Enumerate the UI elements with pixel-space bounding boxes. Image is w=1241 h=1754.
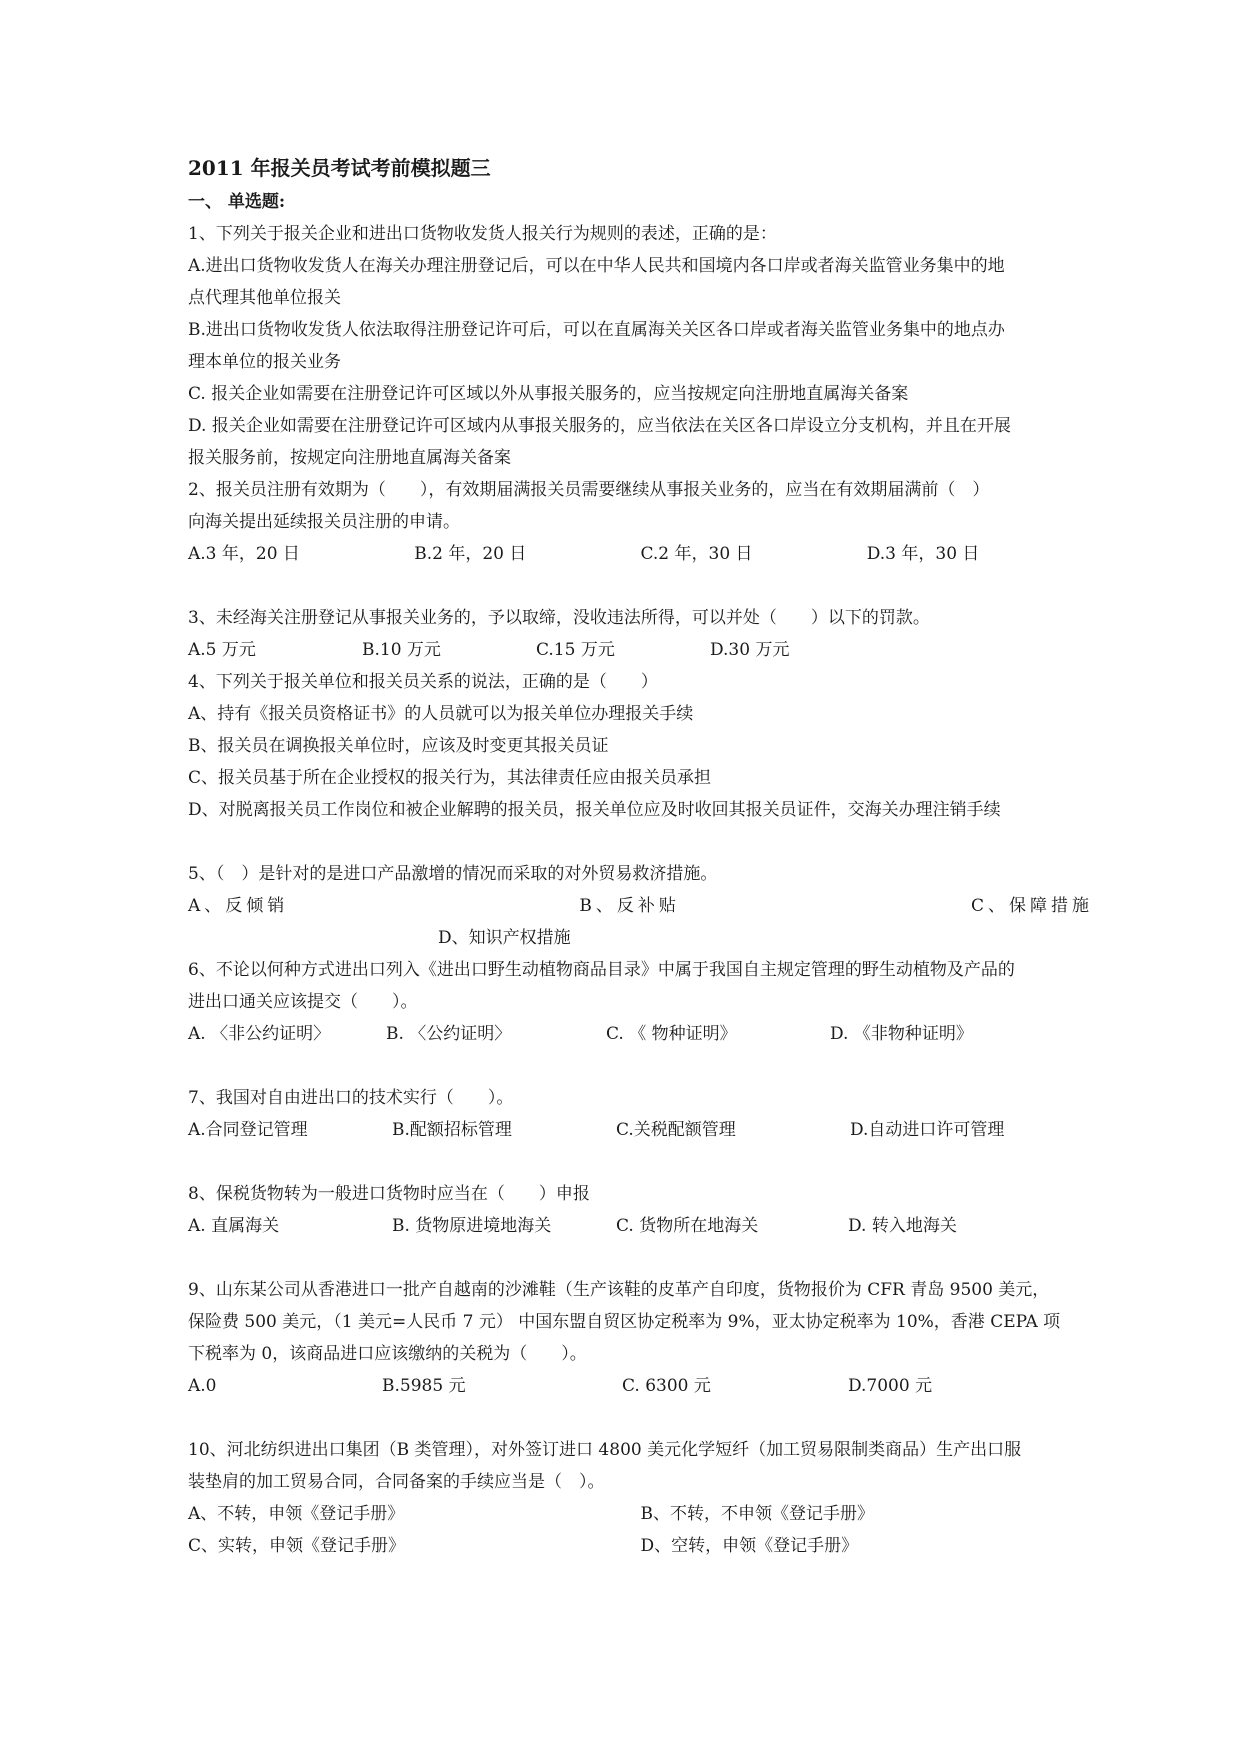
question-10-options-row-1 bbox=[188, 1498, 1093, 1530]
question-9-option-b: B.5985 元 bbox=[382, 1376, 466, 1396]
question-3-option-d: D.30 万元 bbox=[710, 640, 790, 660]
question-8-option-d: D. 转入地海关 bbox=[848, 1216, 957, 1236]
question-2-options bbox=[188, 538, 1093, 570]
question-8-option-c: C. 货物所在地海关 bbox=[616, 1216, 759, 1236]
question-2-stem: 2、报关员注册有效期为（ ），有效期届满报关员需要继续从事报关业务的，应当在有效期届满前（ ） bbox=[188, 480, 990, 500]
question-6-option-b: B. 〈公约证明〉 bbox=[386, 1024, 512, 1044]
question-7-option-a: A.合同登记管理 bbox=[188, 1120, 308, 1140]
question-9-option-d: D.7000 元 bbox=[848, 1376, 933, 1396]
question-2-stem-cont: 向海关提出延续报关员注册的申请。 bbox=[188, 512, 460, 532]
question-5-option-a: A、反倾销 bbox=[188, 896, 289, 916]
document-page bbox=[188, 150, 1093, 1562]
question-1-stem: 1、下列关于报关企业和进出口货物收发货人报关行为规则的表述，正确的是： bbox=[188, 224, 777, 244]
question-7-stem: 7、我国对自由进出口的技术实行（ ）。 bbox=[188, 1088, 514, 1108]
question-5-option-c: C、保障措施 bbox=[970, 896, 1093, 916]
question-9-stem-cont: 保险费 500 美元，（1 美元=人民币 7 元） 中国东盟自贸区协定税率为 9%，亚太协定税率为 10%，香港 CEPA 项 bbox=[188, 1312, 1061, 1332]
question-1-option-b-cont: 理本单位的报关业务 bbox=[188, 352, 341, 372]
question-7-option-b: B.配额招标管理 bbox=[392, 1120, 512, 1140]
question-3-stem: 3、未经海关注册登记从事报关业务的，予以取缔，没收违法所得，可以并处（ ）以下的罚款。 bbox=[188, 608, 930, 628]
question-9-option-a: A.0 bbox=[188, 1376, 217, 1396]
question-2-option-b: B.2 年，20 日 bbox=[414, 544, 527, 564]
question-1-option-d: D. 报关企业如需要在注册登记许可区域内从事报关服务的，应当依法在关区各口岸设立分支机构，并且在开展 bbox=[188, 416, 1011, 436]
question-3-options bbox=[188, 634, 1093, 666]
question-4-option-c: C、报关员基于所在企业授权的报关行为，其法律责任应由报关员承担 bbox=[188, 768, 712, 788]
question-10-options-row-2 bbox=[188, 1530, 1093, 1562]
question-5-option-b: B、反补贴 bbox=[579, 896, 680, 916]
question-5-options bbox=[188, 890, 1093, 922]
question-5-option-d: D、知识产权措施 bbox=[438, 928, 571, 948]
question-3-option-b: B.10 万元 bbox=[362, 640, 441, 660]
question-10-stem: 10、河北纺织进出口集团（B 类管理），对外签订进口 4800 美元化学短纤（加工贸易限制类商品）生产出口服 bbox=[188, 1440, 1022, 1460]
question-10-option-c: C、实转，申领《登记手册》 bbox=[188, 1536, 406, 1556]
question-6-options bbox=[188, 1018, 1093, 1050]
question-6-stem-cont: 进出口通关应该提交（ ）。 bbox=[188, 992, 418, 1012]
question-10-option-a: A、不转，申领《登记手册》 bbox=[188, 1504, 405, 1524]
question-4-option-a: A、持有《报关员资格证书》的人员就可以为报关单位办理报关手续 bbox=[188, 704, 694, 724]
question-5-stem: 5、（ ）是针对的是进口产品激增的情况而采取的对外贸易救济措施。 bbox=[188, 864, 718, 884]
question-3-option-c: C.15 万元 bbox=[536, 640, 615, 660]
question-4-option-d: D、对脱离报关员工作岗位和被企业解聘的报关员，报关单位应及时收回其报关员证件，交海关办理注销手续 bbox=[188, 800, 1001, 820]
document-title: 2011 年报关员考试考前模拟题三 bbox=[188, 156, 491, 180]
question-7-option-c: C.关税配额管理 bbox=[616, 1120, 736, 1140]
question-7-option-d: D.自动进口许可管理 bbox=[850, 1120, 1005, 1140]
question-9-stem-cont-2: 下税率为 0，该商品进口应该缴纳的关税为（ ）。 bbox=[188, 1344, 587, 1364]
question-9-options bbox=[188, 1370, 1093, 1402]
question-4-stem: 4、下列关于报关单位和报关员关系的说法，正确的是（ ） bbox=[188, 672, 658, 692]
question-6-option-d: D. 《非物种证明》 bbox=[830, 1024, 973, 1044]
question-9-option-c: C. 6300 元 bbox=[622, 1376, 711, 1396]
question-6-option-a: A. 〈非公约证明〉 bbox=[188, 1024, 331, 1044]
question-6-option-c: C. 《 物种证明》 bbox=[606, 1024, 737, 1044]
section-heading: 一、 单选题: bbox=[188, 192, 286, 212]
question-6-stem: 6、不论以何种方式进出口列入《进出口野生动植物商品目录》中属于我国自主规定管理的野生动植物及产品的 bbox=[188, 960, 1015, 980]
question-8-option-b: B. 货物原进境地海关 bbox=[392, 1216, 552, 1236]
question-8-stem: 8、保税货物转为一般进口货物时应当在（ ）申报 bbox=[188, 1184, 590, 1204]
question-1-option-d-cont: 报关服务前，按规定向注册地直属海关备案 bbox=[188, 448, 511, 468]
question-10-option-b: B、不转，不申领《登记手册》 bbox=[640, 1504, 874, 1524]
question-2-option-a: A.3 年，20 日 bbox=[188, 544, 300, 564]
question-1-option-a-cont: 点代理其他单位报关 bbox=[188, 288, 341, 308]
question-1-option-a: A.进出口货物收发货人在海关办理注册登记后，可以在中华人民共和国境内各口岸或者海关监管业务集中的地 bbox=[188, 256, 1005, 276]
question-7-options bbox=[188, 1114, 1093, 1146]
question-2-option-d: D.3 年，30 日 bbox=[866, 544, 980, 564]
question-2-option-c: C.2 年，30 日 bbox=[640, 544, 753, 564]
question-8-option-a: A. 直属海关 bbox=[188, 1216, 280, 1236]
question-1-option-b: B.进出口货物收发货人依法取得注册登记许可后，可以在直属海关关区各口岸或者海关监管业务集中的地点办 bbox=[188, 320, 1005, 340]
question-4-option-b: B、报关员在调换报关单位时，应该及时变更其报关员证 bbox=[188, 736, 609, 756]
question-10-option-d: D、空转，申领《登记手册》 bbox=[640, 1536, 859, 1556]
question-10-stem-cont: 装垫肩的加工贸易合同，合同备案的手续应当是（ ）。 bbox=[188, 1472, 605, 1492]
question-8-options bbox=[188, 1210, 1093, 1242]
question-9-stem: 9、山东某公司从香港进口一批产自越南的沙滩鞋（生产该鞋的皮革产自印度，货物报价为 CFR 青岛 9500 美元， bbox=[188, 1280, 1050, 1300]
question-1-option-c: C. 报关企业如需要在注册登记许可区域以外从事报关服务的，应当按规定向注册地直属海关备案 bbox=[188, 384, 909, 404]
question-3-option-a: A.5 万元 bbox=[188, 640, 256, 660]
